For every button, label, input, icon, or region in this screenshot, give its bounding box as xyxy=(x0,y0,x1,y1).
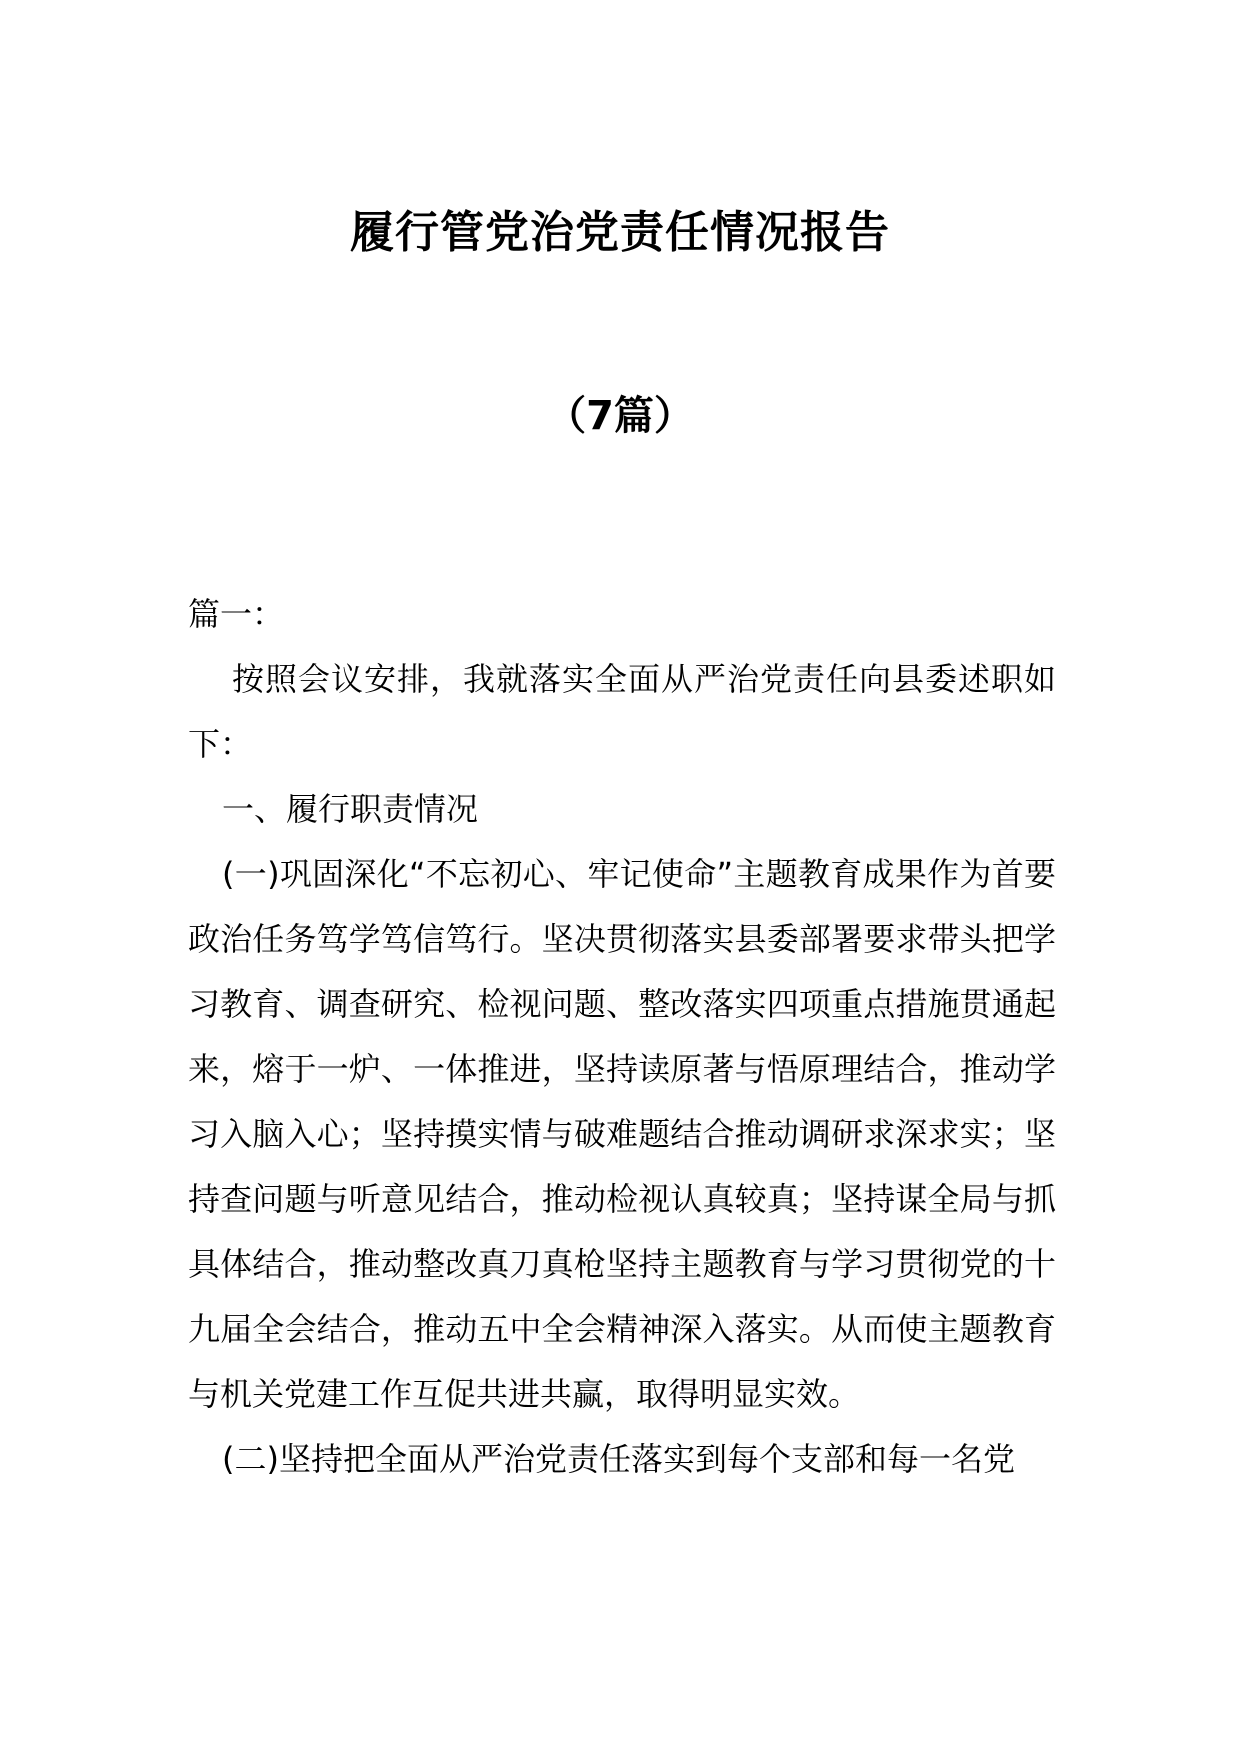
body-paragraph: (一)巩固深化“不忘初心、牢记使命”主题教育成果作为首要政治任务笃学笃信笃行。坚决贯彻落实县委部署要求带头把学习教育、调查研究、检视问题、整改落实四项重点措施贯通起来，熔于一炉、一体推进，坚持读原著与悟原理结合，推动学习入脑入心；坚持摸实情与破难题结合推动调研求深求实；坚持查问题与听意见结合，推动检视认真较真；坚持谋全局与抓具体结合，推动整改真刀真枪坚持主题教育与学习贯彻党的十九届全会结合，推动五中全会精神深入落实。从而使主题教育与机关党建工作互促共进共赢，取得明显实效。 xyxy=(188,855,1056,1413)
document-subtitle: （7篇） xyxy=(546,393,694,439)
intro-paragraph: 按照会议安排，我就落实全面从严治党责任向县委述职如下： xyxy=(188,660,1056,763)
section-heading: 一、履行职责情况 xyxy=(222,790,479,828)
body-paragraph: (二)坚持把全面从严治党责任落实到每个支部和每一名党 xyxy=(222,1440,1015,1478)
document-title: 履行管党治党责任情况报告 xyxy=(350,207,890,258)
section-label: 篇一： xyxy=(188,595,285,633)
document-body xyxy=(188,582,1056,1492)
